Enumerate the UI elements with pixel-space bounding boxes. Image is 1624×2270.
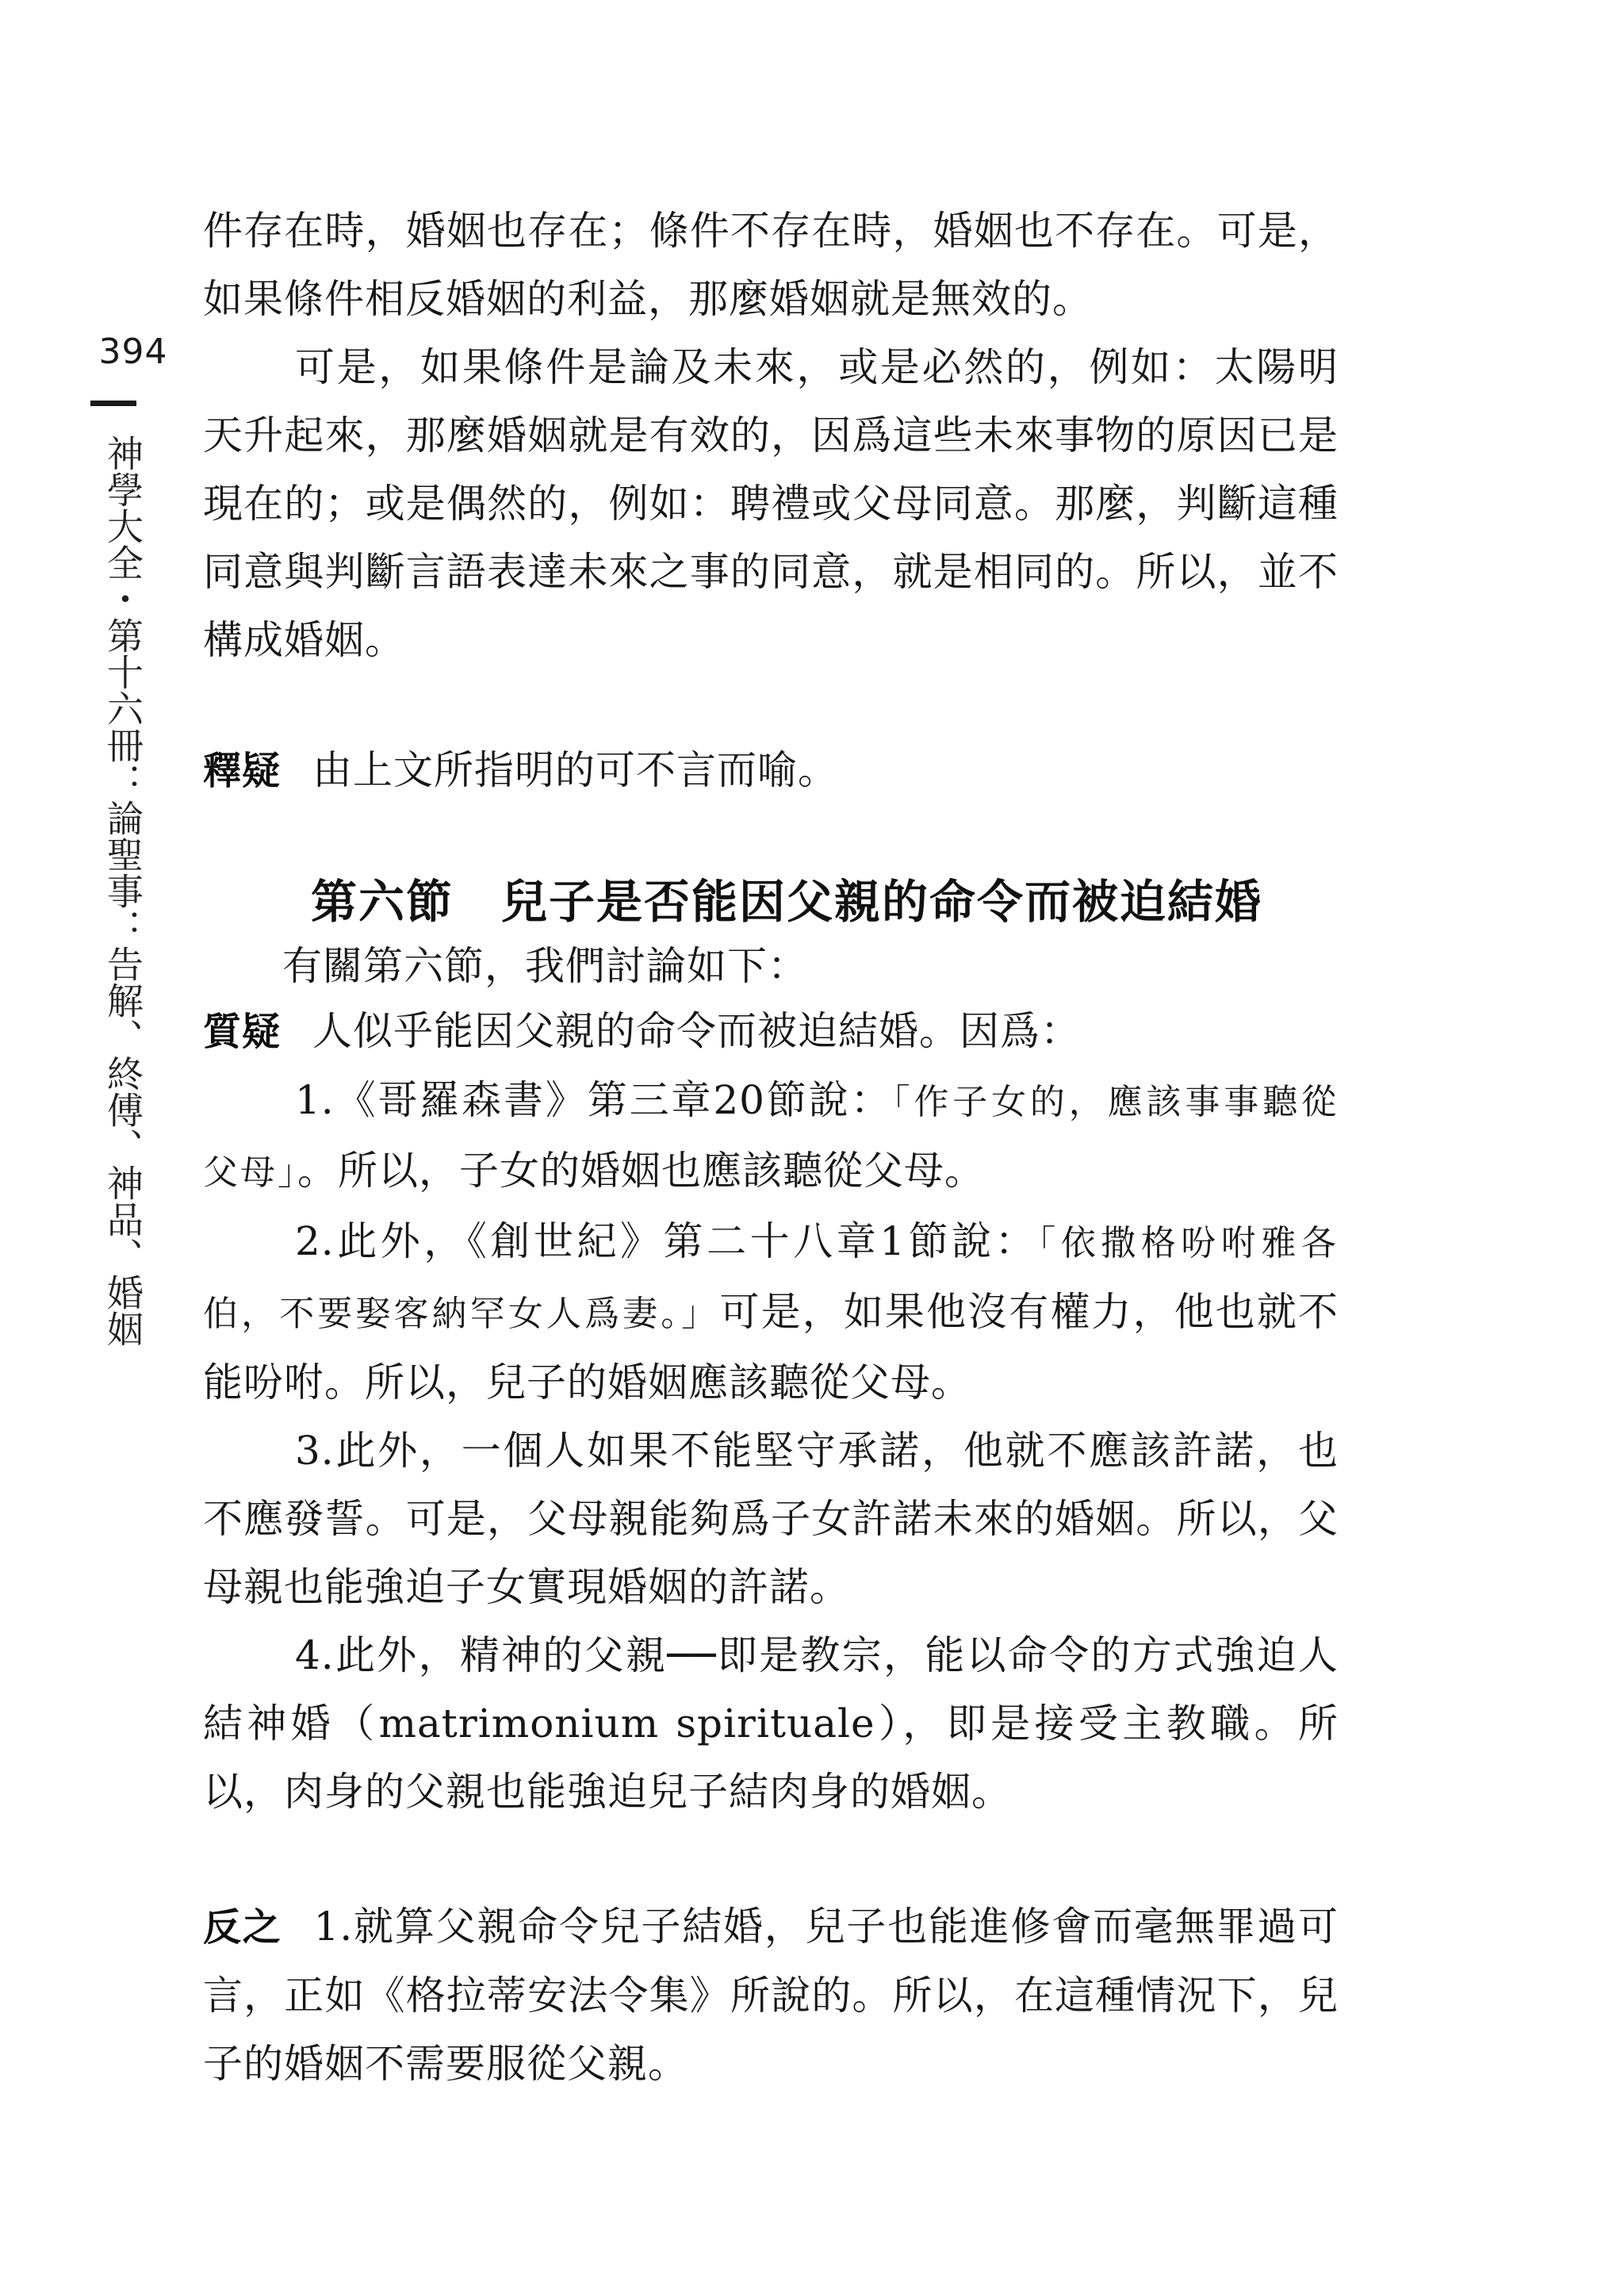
page-number: 394 (98, 332, 168, 372)
item1-quote: 「作子女的，應該事事聽從父母」 (203, 1082, 1339, 1193)
reply-label: 釋疑 (203, 749, 282, 793)
item2-post: 可是，如果他沒有權力，他也就不能吩咐。所以，兒子的婚姻應該聽從父母。 (203, 1289, 1339, 1405)
objection-label: 質疑 (203, 1010, 282, 1054)
reply-text: 由上文所指明的可不言而喻。 (312, 747, 839, 793)
header-rule (90, 401, 136, 406)
objection-item-3: 3.此外，一個人如果不能堅守承諾，他就不應該許諾，也不應發誓。可是，父母親能夠爲子女許諾未來的婚姻。所以，父母親也能強迫子女實現婚姻的許諾。 (203, 1428, 1339, 1610)
paragraph-future-condition: 可是，如果條件是論及未來，或是必然的，例如：太陽明天升起來，那麼婚姻就是有效的，因爲這些未來事物的原因已是現在的；或是偶然的，例如：聘禮或父母同意。那麼，判斷這種同意與判斷言語表達未來之事的同意，就是相同的。所以，並不構成婚姻。 (203, 344, 1339, 663)
objection-heading (203, 997, 1339, 1066)
text-column (203, 197, 1339, 2098)
section-title: 第六節 兒子是否能因父親的命令而被迫結婚 (311, 875, 1263, 929)
objection-text: 人似乎能因父親的命令而被迫結婚。因爲： (312, 1008, 1082, 1054)
running-title: 神學大全・第十六冊：論聖事：告解、終傅、神品、婚姻 (102, 435, 144, 1347)
objection-item-4: 4.此外，精神的父親──即是教宗，能以命令的方式強迫人結神婚（matrimonium spirituale），即是接受主教職。所以，肉身的父親也能強迫兒子結肉身的婚姻。 (203, 1632, 1339, 1815)
item2-quote: 「依撒格吩咐雅各伯，不要娶客納罕女人爲妻。」 (203, 1223, 1339, 1334)
sed-contra (203, 1892, 1339, 2098)
item1-pre: 1.《哥羅森書》第三章20節說： (295, 1077, 893, 1123)
sed-contra-label: 反之 (203, 1905, 282, 1950)
item1-post: 。所以，子女的婚姻也應該聽從父母。 (297, 1148, 985, 1194)
objection-item-1 (203, 1066, 1339, 1207)
sed-contra-text: 1.就算父親命令兒子結婚，兒子也能進修會而毫無罪過可言，正如《格拉蒂安法令集》所說的。所以，在這種情況下，兒子的婚姻不需要服從父親。 (203, 1904, 1339, 2087)
reply-objection (203, 736, 1339, 805)
objection-item-2 (203, 1207, 1339, 1417)
item2-pre: 2.此外，《創世紀》第二十八章1節說： (295, 1218, 1039, 1264)
section-intro: 有關第六節，我們討論如下： (282, 943, 808, 989)
paragraph-continuation: 件存在時，婚姻也存在；條件不存在時，婚姻也不存在。可是，如果條件相反婚姻的利益，那麼婚姻就是無效的。 (203, 208, 1339, 322)
